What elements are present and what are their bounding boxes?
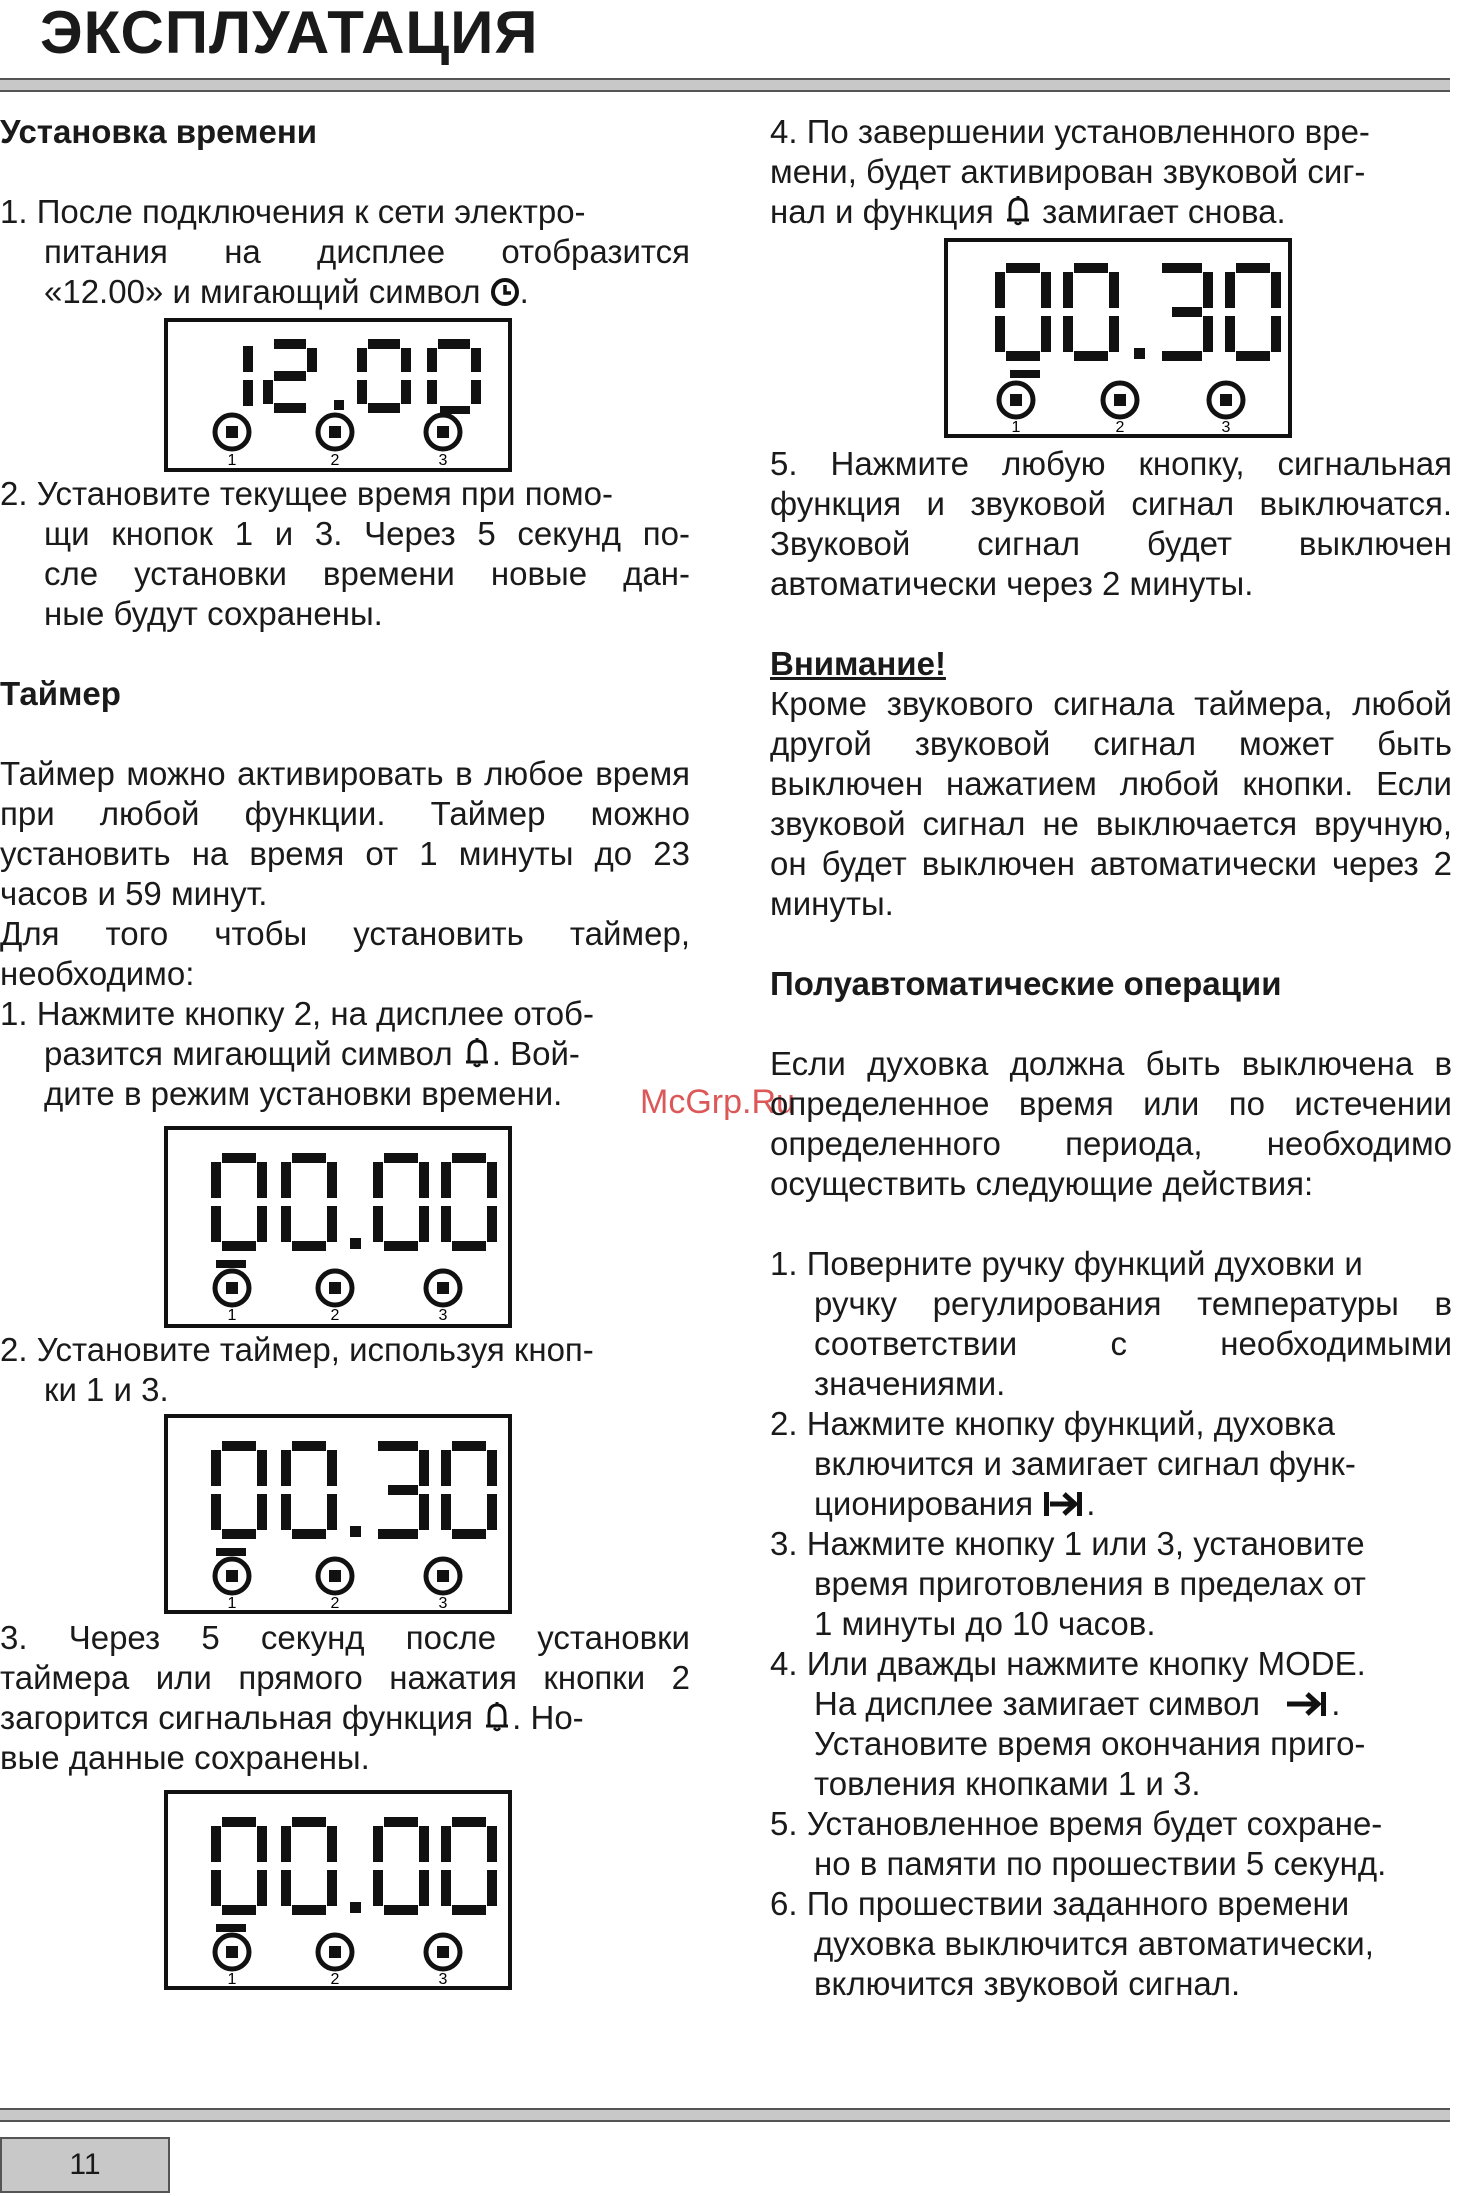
semi-step-2-line-1: 2. Нажмите кнопку функций, духовка <box>770 1405 1336 1442</box>
timer-heading: Таймер <box>0 675 121 712</box>
attention-text: Кроме звукового сигнала таймера, любой другой звуковой сигнал может быть выключен нажатием любой кнопки. Если звуковой сигнал не выключается вручную, он будет выключен автоматически через 2 минуты. <box>770 685 1452 922</box>
semi-step-4-text: На дисплее замигает символ <box>814 1685 1261 1722</box>
semi-step-6-line-1: 6. По прошествии заданного времени <box>770 1885 1350 1922</box>
semi-step-6-line-2: духовка выключится автоматически, <box>814 1925 1374 1962</box>
timer-step-1-line-1: 1. Нажмите кнопку 2, на дисплее отоб- <box>0 995 594 1032</box>
clock-icon <box>490 277 520 307</box>
semi-step-3-line-2: время приготовления в пределах от <box>814 1565 1366 1602</box>
display-3-time: 00.30 <box>0 1410 3 1411</box>
display-00-30-a <box>0 1410 690 1618</box>
bell-icon <box>1003 195 1033 227</box>
semi-step-3-line-1: 3. Нажмите кнопку 1 или 3, установите <box>770 1525 1365 1562</box>
display-4-label-1: 1 <box>227 1971 237 1988</box>
display-1-label-2: 2 <box>330 452 340 469</box>
semi-step-2-text: ционирования <box>814 1485 1034 1522</box>
display-4-time: 00.00 <box>0 1778 3 1779</box>
timer-step-3-line-2: таймера или прямого нажатия кнопки 2 <box>0 1659 690 1696</box>
display-3-label-3: 3 <box>438 1595 448 1612</box>
end-time-icon <box>1283 1689 1331 1719</box>
timer-step-2-line-2: ки 1 и 3. <box>44 1371 169 1408</box>
display-5-time: 00.30 <box>770 232 773 233</box>
page-number: 11 <box>0 2137 170 2193</box>
timer-step-3-line-3 <box>0 1698 690 1738</box>
display-4-label-2: 2 <box>330 1971 340 1988</box>
time-step-2-line-4: ные будут сохранены. <box>44 595 383 632</box>
display-5-label-1: 1 <box>1011 419 1021 436</box>
semi-auto-intro: Если духовка должна быть выключена в определенное время или по истечении определенного периода, необходимо осуществить следующие действия: <box>770 1045 1452 1202</box>
semi-step-5-line-1: 5. Установленное время будет сохране- <box>770 1805 1383 1842</box>
footer-divider <box>0 2108 1450 2122</box>
semi-step-5-line-2: но в памяти по прошествии 5 секунд. <box>814 1845 1387 1882</box>
timer-step-1-line-3: дите в режим установки времени. <box>44 1075 563 1112</box>
display-2-label-2: 2 <box>330 1307 340 1324</box>
timer-intro: Таймер можно активировать в любое время при любой функции. Таймер можно установить на время от 1 минуты до 23 часов и 59 минут. <box>0 755 690 912</box>
display-3-label-1: 1 <box>227 1595 237 1612</box>
step-4-line-1: 4. По завершении установленного вре- <box>770 113 1370 150</box>
left-column <box>0 112 690 1992</box>
step-4-line-2: мени, будет активирован звуковой сиг- <box>770 153 1366 190</box>
semi-step-1-line-2: ручку регулирования температуры в соответствии с необходимыми значениями. <box>814 1285 1452 1402</box>
display-5-label-3: 3 <box>1221 419 1231 436</box>
semi-step-6-line-3: включится звуковой сигнал. <box>814 1965 1241 2002</box>
right-column <box>770 112 1452 2004</box>
semi-step-4-line-3: Установите время окончания приго- <box>814 1725 1366 1762</box>
display-5-label-2: 2 <box>1115 419 1125 436</box>
bell-icon <box>482 1701 512 1733</box>
time-step-1-line-1: 1. После подключения к сети электро- <box>0 193 586 230</box>
timer-step-3-text: загорится сигнальная функция <box>0 1699 473 1736</box>
header-divider <box>0 78 1450 92</box>
watermark: McGrp.Ru <box>640 1083 795 1121</box>
timer-step-3-tail: . Но- <box>512 1699 584 1736</box>
display-2-time: 00.00 <box>0 1114 3 1115</box>
bell-icon <box>462 1037 492 1069</box>
step-4-text: нал и функция <box>770 193 994 230</box>
timer-step-3-line-1: 3. Через 5 секунд после установки <box>0 1619 690 1656</box>
time-step-2-line-1: 2. Установите текущее время при помо- <box>0 475 613 512</box>
time-step-1-text: «12.00» и мигающий символ <box>44 273 481 310</box>
semi-step-4-line-4: товления кнопками 1 и 3. <box>814 1765 1201 1802</box>
semi-step-3-line-3: 1 минуты до 10 часов. <box>814 1605 1156 1642</box>
display-00-00-b <box>0 1778 690 1992</box>
duration-icon <box>1042 1489 1086 1519</box>
step-5: 5. Нажмите любую кнопку, сигнальная функция и звуковой сигнал выключатся. Звуковой сигнал будет выключен автоматически через 2 минуты. <box>770 445 1452 602</box>
step-4-tail: замигает снова. <box>1042 193 1286 230</box>
display-3-label-2: 2 <box>330 1595 340 1612</box>
semi-step-2-line-2: включится и замигает сигнал функ- <box>814 1445 1356 1482</box>
timer-howto: Для того чтобы установить таймер, необходимо: <box>0 915 690 992</box>
display-4-label-3: 3 <box>438 1971 448 1988</box>
semi-auto-heading: Полуавтоматические операции <box>770 965 1282 1002</box>
time-step-2-line-3: сле установки времени новые дан- <box>44 555 690 592</box>
display-1-time: 12.00 <box>0 312 3 313</box>
time-step-1-line-3: «12.00» и мигающий символ . <box>44 273 529 310</box>
timer-step-1-line-2 <box>0 1034 690 1074</box>
attention-heading: Внимание! <box>770 645 946 682</box>
display-1-label-1: 1 <box>227 452 237 469</box>
timer-step-3-line-4: вые данные сохранены. <box>0 1739 370 1776</box>
time-setting-heading: Установка времени <box>0 113 318 150</box>
time-step-1-line-2: питания на дисплее отобразится <box>44 233 690 270</box>
semi-step-1-line-1: 1. Поверните ручку функций духовки и <box>770 1245 1363 1282</box>
time-step-2-line-2: щи кнопок 1 и 3. Через 5 секунд по- <box>44 515 690 552</box>
semi-step-2-line-3: ционирования . <box>814 1485 1096 1522</box>
timer-step-1-tail: . Вой- <box>491 1035 580 1072</box>
display-00-00-a <box>0 1114 690 1330</box>
semi-step-4-line-1: 4. Или дважды нажмите кнопку MODE. <box>770 1645 1366 1682</box>
display-1-label-3: 3 <box>438 452 448 469</box>
page-title: ЭКСПЛУАТАЦИЯ <box>40 0 539 66</box>
step-4-line-3 <box>770 192 1452 232</box>
display-12-00 <box>0 312 690 474</box>
semi-step-4-line-2: На дисплее замигает символ . <box>814 1685 1341 1722</box>
timer-step-2-line-1: 2. Установите таймер, используя кноп- <box>0 1331 594 1368</box>
display-2-label-3: 3 <box>438 1307 448 1324</box>
display-00-30-b <box>770 232 1452 444</box>
display-2-label-1: 1 <box>227 1307 237 1324</box>
timer-step-1-text: разится мигающий символ <box>44 1035 453 1072</box>
